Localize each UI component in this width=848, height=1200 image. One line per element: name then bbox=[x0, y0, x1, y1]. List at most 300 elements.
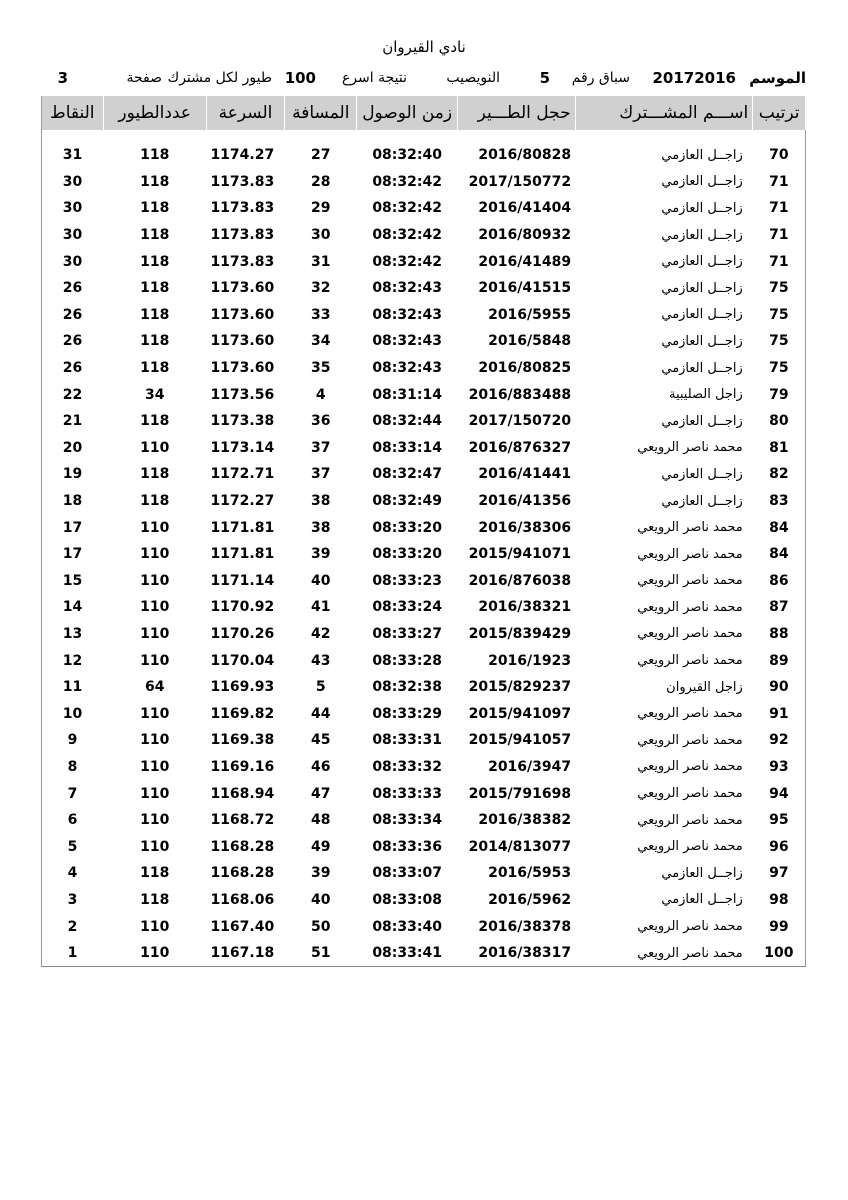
race-number: 5 bbox=[539, 69, 550, 87]
cell-speed: 1173.60 bbox=[210, 306, 275, 323]
table-row bbox=[42, 488, 806, 515]
cell-points: 30 bbox=[42, 195, 104, 222]
cell-ring: 2015/839429 bbox=[468, 625, 572, 642]
col-header-speed: السرعة bbox=[206, 96, 284, 130]
cell-rank: 79 bbox=[753, 381, 806, 408]
cell-arrival: 08:32:43 bbox=[372, 306, 442, 323]
cell-name: محمد ناصر الرويعي bbox=[637, 573, 743, 589]
cell-rank: 75 bbox=[753, 355, 806, 382]
cell-rank: 75 bbox=[753, 302, 806, 329]
cell-speed: 1173.60 bbox=[210, 280, 275, 297]
cell-distance: 29 bbox=[311, 200, 331, 217]
cell-arrival: 08:32:43 bbox=[372, 360, 442, 377]
cell-arrival: 08:33:20 bbox=[372, 519, 442, 536]
cell-ring: 2016/41489 bbox=[478, 253, 572, 270]
cell-points: 15 bbox=[42, 568, 104, 595]
cell-rank: 94 bbox=[753, 780, 806, 807]
cell-distance: 38 bbox=[311, 519, 331, 536]
cell-distance: 36 bbox=[311, 413, 331, 430]
cell-rank: 91 bbox=[753, 700, 806, 727]
cell-rank: 87 bbox=[753, 594, 806, 621]
cell-points: 2 bbox=[42, 913, 104, 940]
cell-birds: 110 bbox=[140, 785, 170, 802]
cell-points: 13 bbox=[42, 621, 104, 648]
table-row bbox=[42, 355, 806, 382]
cell-ring: 2015/829237 bbox=[468, 679, 572, 696]
cell-distance: 42 bbox=[311, 625, 331, 642]
cell-speed: 1168.94 bbox=[210, 785, 275, 802]
cell-distance: 50 bbox=[311, 918, 331, 935]
cell-speed: 1171.14 bbox=[210, 572, 275, 589]
cell-name: زاجــل العازمي bbox=[661, 174, 743, 190]
table-row bbox=[42, 807, 806, 834]
cell-arrival: 08:33:41 bbox=[357, 940, 457, 967]
table-row bbox=[42, 913, 806, 940]
table-row bbox=[42, 860, 806, 887]
cell-ring: 2016/5848 bbox=[488, 333, 572, 350]
cell-name: زاجل القيروان bbox=[666, 679, 743, 695]
cell-points: 26 bbox=[42, 328, 104, 355]
cell-arrival: 08:33:32 bbox=[372, 758, 442, 775]
cell-rank: 88 bbox=[753, 621, 806, 648]
cell-rank: 71 bbox=[753, 169, 806, 196]
cell-arrival: 08:32:42 bbox=[372, 227, 442, 244]
cell-arrival: 08:33:29 bbox=[372, 705, 442, 722]
cell-ring: 2016/41515 bbox=[478, 280, 572, 297]
cell-speed: 1173.83 bbox=[210, 200, 275, 217]
cell-distance: 40 bbox=[311, 572, 331, 589]
cell-rank: 75 bbox=[753, 328, 806, 355]
table-row bbox=[42, 780, 806, 807]
cell-name: محمد ناصر الرويعي bbox=[637, 440, 743, 456]
cell-points: 10 bbox=[42, 700, 104, 727]
cell-arrival: 08:32:44 bbox=[372, 413, 442, 430]
cell-distance: 33 bbox=[311, 306, 331, 323]
table-header-row bbox=[42, 96, 806, 130]
cell-speed: 1172.71 bbox=[210, 466, 275, 483]
cell-rank: 84 bbox=[753, 541, 806, 568]
cell-rank: 95 bbox=[753, 807, 806, 834]
cell-points: 7 bbox=[42, 780, 104, 807]
cell-rank: 83 bbox=[753, 488, 806, 515]
cell-ring: 2016/80932 bbox=[478, 227, 572, 244]
col-header-birds: عددالطيور bbox=[103, 96, 206, 130]
cell-points: 20 bbox=[42, 435, 104, 462]
cell-birds: 118 bbox=[140, 227, 170, 244]
col-header-name: اســـم المشـــترك bbox=[575, 96, 753, 130]
cell-name: محمد ناصر الرويعي bbox=[637, 546, 743, 562]
cell-speed: 1170.04 bbox=[210, 652, 275, 669]
cell-speed: 1172.27 bbox=[210, 493, 275, 510]
col-header-points: النقاط bbox=[42, 96, 104, 130]
cell-distance: 27 bbox=[311, 147, 331, 164]
col-header-distance: المسافة bbox=[285, 96, 357, 130]
cell-birds: 118 bbox=[140, 306, 170, 323]
cell-name: زاجــل العازمي bbox=[661, 227, 743, 243]
cell-ring: 2016/38306 bbox=[478, 519, 572, 536]
cell-ring: 2016/1923 bbox=[488, 652, 572, 669]
cell-birds: 64 bbox=[144, 679, 165, 696]
cell-name: زاجــل العازمي bbox=[661, 307, 743, 323]
cell-distance: 51 bbox=[285, 940, 357, 967]
cell-rank: 96 bbox=[753, 833, 806, 860]
table-row bbox=[42, 700, 806, 727]
cell-birds: 110 bbox=[140, 519, 170, 536]
cell-rank: 93 bbox=[753, 754, 806, 781]
cell-ring: 2016/876038 bbox=[468, 572, 572, 589]
cell-speed: 1173.83 bbox=[210, 227, 275, 244]
cell-arrival: 08:32:38 bbox=[372, 679, 442, 696]
cell-ring: 2015/941097 bbox=[468, 705, 572, 722]
cell-rank: 99 bbox=[753, 913, 806, 940]
cell-arrival: 08:33:36 bbox=[372, 838, 442, 855]
table-row bbox=[42, 940, 806, 967]
table-row bbox=[42, 833, 806, 860]
cell-speed: 1168.72 bbox=[210, 812, 275, 829]
cell-arrival: 08:32:40 bbox=[372, 147, 442, 164]
cell-ring: 2016/5955 bbox=[488, 306, 572, 323]
table-row bbox=[42, 621, 806, 648]
cell-points: 14 bbox=[42, 594, 104, 621]
cell-points: 6 bbox=[42, 807, 104, 834]
cell-points: 30 bbox=[42, 248, 104, 275]
cell-birds: 110 bbox=[140, 732, 170, 749]
cell-distance: 40 bbox=[311, 891, 331, 908]
cell-points: 26 bbox=[42, 302, 104, 329]
cell-speed: 1167.40 bbox=[210, 918, 275, 935]
table-row bbox=[42, 647, 806, 674]
cell-name: محمد ناصر الرويعي bbox=[637, 759, 743, 775]
cell-distance: 38 bbox=[311, 493, 331, 510]
cell-arrival: 08:33:20 bbox=[372, 546, 442, 563]
cell-ring: 2016/5953 bbox=[488, 865, 572, 882]
cell-distance: 41 bbox=[311, 599, 331, 616]
cell-arrival: 08:32:43 bbox=[372, 333, 442, 350]
cell-rank: 75 bbox=[753, 275, 806, 302]
cell-birds: 110 bbox=[140, 705, 170, 722]
cell-ring: 2015/941071 bbox=[468, 546, 572, 563]
page-label: صفحة bbox=[126, 70, 162, 86]
cell-ring: 2016/41404 bbox=[478, 200, 572, 217]
cell-rank: 71 bbox=[753, 195, 806, 222]
cell-points: 19 bbox=[42, 461, 104, 488]
table-row bbox=[42, 302, 806, 329]
table-row bbox=[42, 275, 806, 302]
cell-points: 26 bbox=[42, 355, 104, 382]
cell-arrival: 08:33:40 bbox=[372, 918, 442, 935]
cell-name: محمد ناصر الرويعي bbox=[637, 653, 743, 669]
cell-birds: 110 bbox=[140, 918, 170, 935]
cell-arrival: 08:32:42 bbox=[372, 173, 442, 190]
cell-arrival: 08:33:14 bbox=[372, 439, 442, 456]
cell-name: محمد ناصر الرويعي bbox=[575, 940, 753, 967]
cell-distance: 39 bbox=[311, 865, 331, 882]
cell-arrival: 08:32:42 bbox=[372, 200, 442, 217]
table-row bbox=[42, 381, 806, 408]
cell-speed: 1169.93 bbox=[210, 679, 275, 696]
cell-arrival: 08:33:34 bbox=[372, 812, 442, 829]
table-row bbox=[42, 754, 806, 781]
cell-speed: 1173.60 bbox=[210, 360, 275, 377]
cell-ring: 2016/38321 bbox=[478, 599, 572, 616]
cell-ring: 2014/813077 bbox=[468, 838, 572, 855]
cell-points: 21 bbox=[42, 408, 104, 435]
cell-birds: 110 bbox=[140, 652, 170, 669]
cell-rank: 84 bbox=[753, 514, 806, 541]
cell-ring: 2015/791698 bbox=[468, 785, 572, 802]
cell-name: محمد ناصر الرويعي bbox=[637, 706, 743, 722]
cell-name: زاجــل العازمي bbox=[661, 280, 743, 296]
cell-name: محمد ناصر الرويعي bbox=[637, 919, 743, 935]
table-row bbox=[42, 195, 806, 222]
cell-ring: 2016/80828 bbox=[478, 147, 572, 164]
cell-distance: 46 bbox=[311, 758, 331, 775]
cell-points: 31 bbox=[42, 142, 104, 169]
cell-points: 12 bbox=[42, 647, 104, 674]
cell-name: محمد ناصر الرويعي bbox=[637, 520, 743, 536]
table-row bbox=[42, 222, 806, 249]
cell-name: زاجــل العازمي bbox=[661, 865, 743, 881]
cell-arrival: 08:33:23 bbox=[372, 572, 442, 589]
cell-speed: 1173.83 bbox=[210, 173, 275, 190]
cell-distance: 43 bbox=[311, 652, 331, 669]
cell-birds: 118 bbox=[140, 200, 170, 217]
cell-points: 18 bbox=[42, 488, 104, 515]
cell-points: 1 bbox=[42, 940, 104, 967]
cell-distance: 49 bbox=[311, 838, 331, 855]
cell-ring: 2017/150720 bbox=[468, 413, 572, 430]
col-header-rank: ترتيب bbox=[753, 96, 806, 130]
cell-name: محمد ناصر الرويعي bbox=[637, 599, 743, 615]
table-row bbox=[42, 169, 806, 196]
cell-ring: 2016/38378 bbox=[478, 918, 572, 935]
table-row bbox=[42, 514, 806, 541]
cell-speed: 1173.38 bbox=[210, 413, 275, 430]
cell-arrival: 08:33:31 bbox=[372, 732, 442, 749]
cell-name: زاجــل العازمي bbox=[661, 254, 743, 270]
cell-points: 30 bbox=[42, 222, 104, 249]
cell-speed: 1168.28 bbox=[210, 838, 275, 855]
cell-birds: 118 bbox=[140, 891, 170, 908]
cell-birds: 110 bbox=[140, 758, 170, 775]
table-row bbox=[42, 594, 806, 621]
cell-distance: 34 bbox=[311, 333, 331, 350]
page-number: 3 bbox=[57, 69, 68, 87]
cell-arrival: 08:33:28 bbox=[372, 652, 442, 669]
cell-birds: 34 bbox=[144, 386, 165, 403]
cell-birds: 110 bbox=[140, 599, 170, 616]
cell-points: 5 bbox=[42, 833, 104, 860]
cell-arrival: 08:32:49 bbox=[372, 493, 442, 510]
cell-speed: 1170.92 bbox=[210, 599, 275, 616]
cell-rank: 90 bbox=[753, 674, 806, 701]
table-row bbox=[42, 328, 806, 355]
cell-arrival: 08:33:27 bbox=[372, 625, 442, 642]
cell-rank: 80 bbox=[753, 408, 806, 435]
cell-ring: 2016/38382 bbox=[478, 812, 572, 829]
cell-birds: 110 bbox=[140, 625, 170, 642]
cell-ring: 2016/876327 bbox=[468, 439, 572, 456]
cell-rank: 100 bbox=[753, 940, 806, 967]
cell-name: محمد ناصر الرويعي bbox=[637, 786, 743, 802]
cell-rank: 71 bbox=[753, 222, 806, 249]
table-row bbox=[42, 408, 806, 435]
cell-birds: 110 bbox=[140, 439, 170, 456]
season-label: الموسم bbox=[749, 69, 806, 87]
cell-speed: 1173.14 bbox=[210, 439, 275, 456]
cell-name: محمد ناصر الرويعي bbox=[637, 839, 743, 855]
cell-birds: 118 bbox=[140, 147, 170, 164]
birds-count: 100 bbox=[284, 69, 316, 87]
cell-rank: 82 bbox=[753, 461, 806, 488]
cell-name: زاجــل العازمي bbox=[661, 892, 743, 908]
cell-arrival: 08:33:07 bbox=[372, 865, 442, 882]
race-label: سباق رقم bbox=[571, 70, 630, 86]
cell-distance: 28 bbox=[311, 173, 331, 190]
cell-name: زاجــل العازمي bbox=[661, 413, 743, 429]
result-label: نتيجة اسرع bbox=[341, 70, 407, 86]
cell-arrival: 08:33:24 bbox=[372, 599, 442, 616]
table-row bbox=[42, 674, 806, 701]
cell-arrival: 08:31:14 bbox=[372, 386, 442, 403]
season-value: 20172016 bbox=[652, 69, 736, 87]
cell-name: زاجــل العازمي bbox=[661, 360, 743, 376]
table-row bbox=[42, 461, 806, 488]
cell-birds: 118 bbox=[140, 280, 170, 297]
cell-speed: 1169.82 bbox=[210, 705, 275, 722]
cell-name: محمد ناصر الرويعي bbox=[637, 626, 743, 642]
cell-birds: 118 bbox=[140, 173, 170, 190]
cell-distance: 47 bbox=[311, 785, 331, 802]
cell-distance: 39 bbox=[311, 546, 331, 563]
cell-birds: 118 bbox=[140, 253, 170, 270]
cell-distance: 35 bbox=[311, 360, 331, 377]
cell-birds: 110 bbox=[140, 572, 170, 589]
cell-arrival: 08:32:47 bbox=[372, 466, 442, 483]
cell-points: 26 bbox=[42, 275, 104, 302]
cell-points: 11 bbox=[42, 674, 104, 701]
cell-speed: 1173.60 bbox=[210, 333, 275, 350]
cell-name: زاجــل العازمي bbox=[661, 200, 743, 216]
cell-ring: 2016/3947 bbox=[488, 758, 572, 775]
cell-speed: 1173.83 bbox=[210, 253, 275, 270]
cell-birds: 118 bbox=[140, 333, 170, 350]
cell-arrival: 08:33:08 bbox=[372, 891, 442, 908]
cell-name: محمد ناصر الرويعي bbox=[637, 732, 743, 748]
cell-points: 30 bbox=[42, 169, 104, 196]
cell-points: 3 bbox=[42, 887, 104, 914]
cell-arrival: 08:33:33 bbox=[372, 785, 442, 802]
results-table bbox=[41, 96, 806, 967]
cell-name: زاجل الصليبية bbox=[668, 387, 743, 403]
cell-name: زاجــل العازمي bbox=[661, 466, 743, 482]
table-row bbox=[42, 568, 806, 595]
cell-points: 4 bbox=[42, 860, 104, 887]
cell-rank: 89 bbox=[753, 647, 806, 674]
cell-distance: 30 bbox=[311, 227, 331, 244]
col-header-arrival: زمن الوصول bbox=[357, 96, 457, 130]
cell-birds: 118 bbox=[140, 493, 170, 510]
cell-distance: 48 bbox=[311, 812, 331, 829]
cell-distance: 31 bbox=[311, 253, 331, 270]
cell-distance: 4 bbox=[315, 386, 326, 403]
cell-birds: 110 bbox=[140, 546, 170, 563]
table-row bbox=[42, 248, 806, 275]
cell-distance: 37 bbox=[311, 466, 331, 483]
cell-name: زاجــل العازمي bbox=[661, 147, 743, 163]
cell-speed: 1171.81 bbox=[210, 546, 275, 563]
cell-speed: 1173.56 bbox=[210, 386, 275, 403]
cell-points: 17 bbox=[42, 541, 104, 568]
cell-rank: 97 bbox=[753, 860, 806, 887]
cell-ring: 2017/150772 bbox=[468, 173, 572, 190]
table-row bbox=[42, 727, 806, 754]
cell-ring: 2016/38317 bbox=[457, 940, 575, 967]
cell-rank: 92 bbox=[753, 727, 806, 754]
cell-rank: 70 bbox=[753, 142, 806, 169]
cell-ring: 2016/41356 bbox=[478, 493, 572, 510]
cell-name: زاجــل العازمي bbox=[661, 333, 743, 349]
cell-rank: 81 bbox=[753, 435, 806, 462]
cell-arrival: 08:32:42 bbox=[372, 253, 442, 270]
cell-distance: 44 bbox=[311, 705, 331, 722]
cell-birds: 118 bbox=[140, 865, 170, 882]
cell-birds: 118 bbox=[140, 466, 170, 483]
per-member-label: طيور لكل مشترك bbox=[167, 70, 272, 86]
cell-points: 9 bbox=[42, 727, 104, 754]
cell-points: 22 bbox=[42, 381, 104, 408]
cell-name: زاجــل العازمي bbox=[661, 493, 743, 509]
cell-speed: 1167.18 bbox=[206, 940, 284, 967]
cell-speed: 1170.26 bbox=[210, 625, 275, 642]
cell-birds: 118 bbox=[140, 360, 170, 377]
cell-ring: 2015/941057 bbox=[468, 732, 572, 749]
cell-rank: 86 bbox=[753, 568, 806, 595]
cell-distance: 45 bbox=[311, 732, 331, 749]
cell-speed: 1168.28 bbox=[210, 865, 275, 882]
table-row bbox=[42, 887, 806, 914]
cell-points: 8 bbox=[42, 754, 104, 781]
cell-birds: 110 bbox=[140, 812, 170, 829]
cell-rank: 71 bbox=[753, 248, 806, 275]
cell-ring: 2016/80825 bbox=[478, 360, 572, 377]
cell-speed: 1168.06 bbox=[210, 891, 275, 908]
cell-ring: 2016/5962 bbox=[488, 891, 572, 908]
cell-rank: 98 bbox=[753, 887, 806, 914]
cell-arrival: 08:32:43 bbox=[372, 280, 442, 297]
cell-name: محمد ناصر الرويعي bbox=[637, 812, 743, 828]
cell-points: 17 bbox=[42, 514, 104, 541]
cell-ring: 2016/41441 bbox=[478, 466, 572, 483]
table-row bbox=[42, 541, 806, 568]
cell-distance: 5 bbox=[315, 679, 326, 696]
cell-ring: 2016/883488 bbox=[468, 386, 572, 403]
cell-speed: 1171.81 bbox=[210, 519, 275, 536]
cell-distance: 37 bbox=[311, 439, 331, 456]
cell-speed: 1169.16 bbox=[210, 758, 275, 775]
col-header-ring: حجل الطـــير bbox=[457, 96, 575, 130]
cell-speed: 1174.27 bbox=[210, 147, 275, 164]
race-place: النويصيب bbox=[446, 70, 500, 86]
race-info-line bbox=[40, 64, 806, 94]
cell-distance: 32 bbox=[311, 280, 331, 297]
cell-speed: 1169.38 bbox=[210, 732, 275, 749]
cell-birds: 118 bbox=[140, 413, 170, 430]
club-title: نادي القيروان bbox=[382, 38, 466, 56]
table-row bbox=[42, 435, 806, 462]
cell-birds: 110 bbox=[140, 838, 170, 855]
cell-birds: 110 bbox=[103, 940, 206, 967]
